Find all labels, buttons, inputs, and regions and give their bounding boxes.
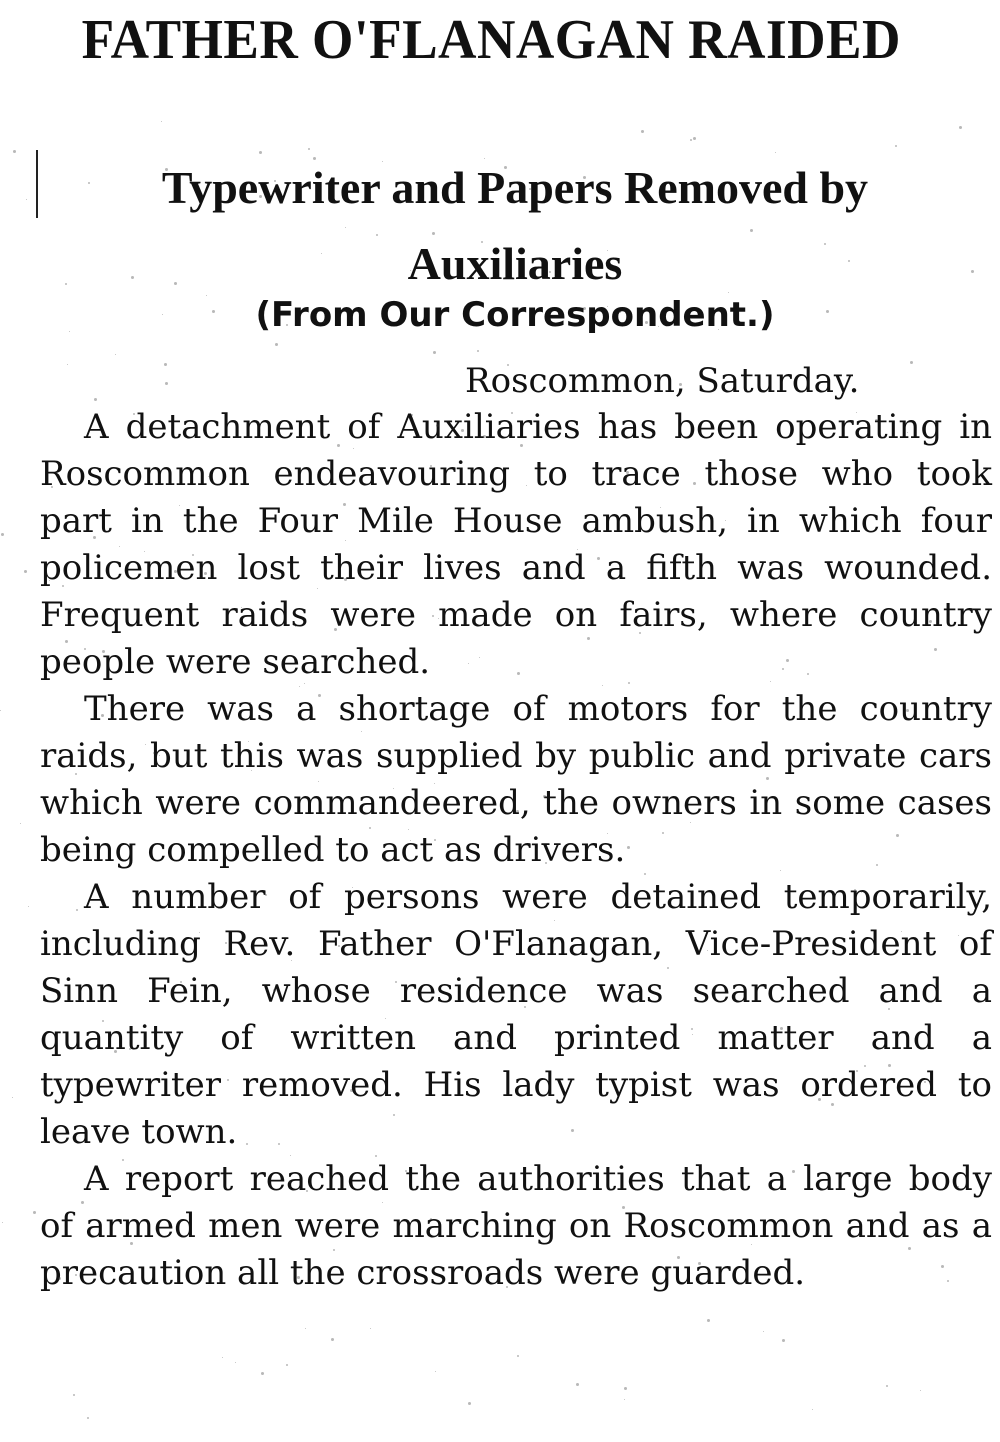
print-speck <box>713 1234 714 1235</box>
print-speck <box>393 788 394 789</box>
print-speck <box>204 572 207 575</box>
print-speck <box>75 773 77 775</box>
print-speck <box>607 306 608 307</box>
print-speck <box>162 314 163 315</box>
print-speck <box>222 1357 223 1358</box>
print-speck <box>159 755 160 756</box>
print-speck <box>129 1048 131 1050</box>
print-speck <box>901 931 902 932</box>
print-speck <box>115 354 116 355</box>
print-speck <box>411 414 413 416</box>
print-speck <box>775 152 776 153</box>
print-speck <box>165 382 168 385</box>
print-speck <box>436 424 439 427</box>
print-speck <box>770 681 771 682</box>
print-speck <box>344 578 347 581</box>
print-speck <box>543 795 546 798</box>
print-speck <box>658 326 659 327</box>
print-speck <box>602 685 603 686</box>
print-speck <box>227 1079 229 1081</box>
subheadline-line-1: Typewriter and Papers Removed by <box>161 162 869 213</box>
print-speck <box>369 827 371 829</box>
print-speck <box>526 485 527 486</box>
print-speck <box>225 942 227 944</box>
print-speck <box>385 1018 386 1019</box>
print-speck <box>780 870 781 871</box>
print-speck <box>907 432 908 433</box>
print-speck <box>58 1277 61 1280</box>
print-speck <box>102 650 105 653</box>
print-speck <box>286 324 288 326</box>
print-speck <box>484 158 485 159</box>
print-speck <box>824 243 826 245</box>
print-speck <box>487 1040 489 1042</box>
print-speck <box>313 157 316 160</box>
print-speck <box>524 1006 526 1008</box>
print-speck <box>265 894 267 896</box>
print-speck <box>297 1276 300 1279</box>
print-speck <box>447 844 450 847</box>
print-speck <box>144 551 145 552</box>
print-speck <box>517 1355 519 1357</box>
print-speck <box>306 1190 308 1192</box>
print-speck <box>376 234 378 236</box>
print-speck <box>153 752 155 754</box>
print-speck <box>628 682 630 684</box>
print-speck <box>506 1286 508 1288</box>
print-speck <box>786 659 789 662</box>
print-speck <box>337 444 340 447</box>
print-speck <box>597 557 600 560</box>
print-speck <box>318 694 321 697</box>
print-speck <box>780 1027 783 1030</box>
print-speck <box>693 137 696 140</box>
print-speck <box>119 546 120 547</box>
print-speck <box>782 668 784 670</box>
print-speck <box>1 533 4 536</box>
print-speck <box>941 1265 944 1268</box>
print-speck <box>430 1218 432 1220</box>
print-speck <box>318 781 319 782</box>
print-speck <box>76 909 78 911</box>
print-speck <box>81 1201 84 1204</box>
print-speck <box>133 413 135 415</box>
print-speck <box>660 507 661 508</box>
print-speck <box>235 1362 236 1363</box>
print-speck <box>395 981 397 983</box>
print-speck <box>516 810 519 813</box>
print-speck <box>345 227 346 228</box>
print-speck <box>861 892 862 893</box>
print-speck <box>65 640 68 643</box>
print-speck <box>192 554 194 556</box>
print-speck <box>33 1211 36 1214</box>
print-speck <box>644 873 646 875</box>
print-speck <box>477 720 478 721</box>
print-speck <box>576 1383 579 1386</box>
print-speck <box>363 511 365 513</box>
print-speck <box>545 862 547 864</box>
print-speck <box>627 846 630 849</box>
print-speck <box>641 374 643 376</box>
print-speck <box>208 476 209 477</box>
print-speck <box>896 834 899 837</box>
print-speck <box>274 180 276 182</box>
print-speck <box>308 148 310 150</box>
print-speck <box>370 1328 371 1329</box>
print-speck <box>587 637 590 640</box>
print-speck <box>270 759 271 760</box>
print-speck <box>607 833 608 834</box>
print-speck <box>583 176 586 179</box>
print-speck <box>924 1081 926 1083</box>
print-speck <box>725 520 726 521</box>
print-speck <box>864 1065 866 1067</box>
print-speck <box>211 888 213 890</box>
print-speck <box>507 364 509 366</box>
print-speck <box>619 311 621 313</box>
print-speck <box>432 615 434 617</box>
print-speck <box>67 364 68 365</box>
paragraph-3: A number of persons were detained temporarily, including Rev. Father O'Flanagan, Vice-President of Sinn Fein, whose residence was searched and a quantity of written and printed matter and a typewriter removed. His lady typist was ordered to leave town. <box>40 877 992 1152</box>
print-speck <box>910 361 913 364</box>
print-speck <box>848 260 850 262</box>
print-speck <box>382 1202 383 1203</box>
print-speck <box>261 1372 264 1375</box>
print-speck <box>286 1364 288 1366</box>
print-speck <box>792 1170 795 1173</box>
print-speck <box>504 166 507 169</box>
print-speck <box>432 232 435 235</box>
print-speck <box>93 536 96 539</box>
print-speck <box>888 1008 890 1010</box>
print-speck <box>854 889 856 891</box>
print-speck <box>690 822 691 823</box>
print-speck <box>101 714 104 717</box>
print-speck <box>305 1328 306 1329</box>
print-speck <box>2 1222 3 1223</box>
print-speck <box>763 1331 764 1332</box>
print-speck <box>750 229 753 232</box>
print-speck <box>881 987 882 988</box>
print-speck <box>577 549 578 550</box>
print-speck <box>438 618 439 619</box>
print-speck <box>607 250 608 251</box>
print-speck <box>26 199 27 200</box>
print-speck <box>959 126 962 129</box>
print-speck <box>517 672 520 675</box>
print-speck <box>807 673 809 675</box>
print-speck <box>75 1274 77 1276</box>
print-speck <box>856 1070 858 1072</box>
print-speck <box>94 398 97 401</box>
print-speck <box>483 435 486 438</box>
print-speck <box>692 1034 693 1035</box>
print-speck <box>800 996 801 997</box>
subheadline-line-2: Auxiliaries <box>407 238 623 289</box>
print-speck <box>164 363 167 366</box>
print-speck <box>130 1242 133 1245</box>
print-speck <box>290 1155 291 1156</box>
print-speck <box>295 626 296 627</box>
headline: FATHER O'FLANAGAN RAIDED <box>81 9 901 71</box>
print-speck <box>831 1103 834 1106</box>
print-speck <box>174 570 177 573</box>
print-speck <box>353 448 354 449</box>
print-speck <box>852 421 854 423</box>
print-speck <box>180 981 182 983</box>
print-speck <box>906 709 909 712</box>
print-speck <box>667 967 669 969</box>
print-speck <box>751 1244 752 1245</box>
print-speck <box>179 1220 181 1222</box>
print-speck <box>691 1028 693 1030</box>
print-speck <box>529 188 531 190</box>
print-speck <box>73 1394 75 1396</box>
print-speck <box>920 1390 921 1391</box>
print-speck <box>352 887 353 888</box>
print-speck <box>28 906 29 907</box>
print-speck <box>888 1064 891 1067</box>
print-speck <box>856 412 857 413</box>
print-speck <box>345 540 346 541</box>
print-speck <box>639 632 641 634</box>
print-speck <box>87 1417 89 1419</box>
article-body <box>40 404 992 1297</box>
print-speck <box>51 486 53 488</box>
print-speck <box>690 139 692 141</box>
print-speck <box>289 1181 291 1183</box>
print-speck <box>645 321 648 324</box>
print-speck <box>20 823 21 824</box>
print-speck <box>249 702 251 704</box>
print-speck <box>547 1187 550 1190</box>
print-speck <box>717 480 718 481</box>
print-speck <box>13 150 16 153</box>
print-speck <box>481 241 483 243</box>
print-speck <box>237 803 238 804</box>
print-speck <box>259 151 262 154</box>
print-speck <box>145 744 146 745</box>
print-speck <box>275 343 278 346</box>
print-speck <box>520 444 523 447</box>
column-rule <box>36 150 38 218</box>
print-speck <box>246 1143 248 1145</box>
print-speck <box>433 351 436 354</box>
print-speck <box>934 648 937 651</box>
print-speck <box>707 1319 710 1322</box>
print-speck <box>241 607 242 608</box>
print-speck <box>65 283 67 285</box>
print-speck <box>304 683 305 684</box>
print-speck <box>102 1020 104 1022</box>
print-speck <box>174 282 177 285</box>
print-speck <box>693 482 696 485</box>
print-speck <box>626 471 629 474</box>
print-speck <box>958 935 959 936</box>
print-speck <box>84 648 86 650</box>
print-speck <box>468 663 469 664</box>
print-speck <box>741 711 742 712</box>
print-speck <box>929 620 932 623</box>
print-speck <box>583 307 586 310</box>
print-speck <box>410 270 411 271</box>
paragraph-1: A detachment of Auxiliaries has been operating in Roscommon endeavouring to trace those who took part in the Four Mile House ambush, in which four policemen lost their lives and a fifth was wounded. Frequent raids were made on fairs, where country people were searched. <box>40 407 992 682</box>
print-speck <box>323 321 325 323</box>
print-speck <box>782 1339 785 1342</box>
print-speck <box>248 741 249 742</box>
print-speck <box>12 1097 13 1098</box>
print-speck <box>766 777 769 780</box>
print-speck <box>718 329 719 330</box>
print-speck <box>375 1155 377 1157</box>
print-speck <box>122 1159 124 1161</box>
print-speck <box>251 770 252 771</box>
print-speck <box>408 829 409 830</box>
print-speck <box>410 840 411 841</box>
print-speck <box>206 295 207 296</box>
print-speck <box>434 839 436 841</box>
subheadline <box>40 150 990 302</box>
print-speck <box>24 570 27 573</box>
print-speck <box>212 310 215 313</box>
byline-credit: (From Our Correspondent.) <box>255 295 775 335</box>
print-speck <box>728 292 729 293</box>
print-speck <box>886 1385 888 1387</box>
print-speck <box>707 950 708 951</box>
print-speck <box>818 1098 821 1101</box>
print-speck <box>826 310 829 313</box>
print-speck <box>434 783 435 784</box>
print-speck <box>199 932 200 933</box>
print-speck <box>875 419 878 422</box>
print-speck <box>624 1399 625 1400</box>
print-speck <box>468 1402 471 1405</box>
print-speck <box>317 588 318 589</box>
print-speck <box>350 1089 353 1092</box>
print-speck <box>343 503 346 506</box>
print-speck <box>114 1050 117 1053</box>
print-speck <box>554 920 555 921</box>
print-speck <box>405 1170 407 1172</box>
print-speck <box>549 271 551 273</box>
print-speck <box>131 276 134 279</box>
print-speck <box>88 182 90 184</box>
print-speck <box>179 505 180 506</box>
print-speck <box>641 130 644 133</box>
print-speck <box>69 331 70 332</box>
print-speck <box>908 1247 911 1250</box>
print-speck <box>165 168 168 171</box>
print-speck <box>947 1280 949 1282</box>
print-speck <box>338 945 340 947</box>
dateline: Roscommon, Saturday. <box>465 361 860 401</box>
print-speck <box>756 1084 759 1087</box>
print-speck <box>461 429 464 432</box>
print-speck <box>334 628 337 631</box>
print-speck <box>0 710 1 711</box>
print-speck <box>477 350 479 352</box>
print-speck <box>812 1409 813 1410</box>
paragraph-2: There was a shortage of motors for the country raids, but this was supplied by public and private cars which were commandeered, the owners in some cases being compelled to act as drivers. <box>40 689 992 870</box>
print-speck <box>299 686 300 687</box>
print-speck <box>278 1143 280 1145</box>
print-speck <box>509 432 510 433</box>
print-speck <box>710 478 712 480</box>
paragraph-4: A report reached the authorities that a large body of armed men were marching on Roscommon and as a precaution all the crossroads were guarded. <box>40 1159 992 1293</box>
print-speck <box>662 832 664 834</box>
print-speck <box>331 1338 334 1341</box>
print-speck <box>479 657 480 658</box>
print-speck <box>430 465 432 467</box>
print-speck <box>957 1186 959 1188</box>
print-speck <box>435 1371 436 1372</box>
print-speck <box>971 270 974 273</box>
print-speck <box>62 585 64 587</box>
print-speck <box>895 145 897 147</box>
print-speck <box>679 383 682 386</box>
print-speck <box>333 1249 335 1251</box>
print-speck <box>161 121 162 122</box>
print-speck <box>511 412 513 414</box>
print-speck <box>677 1256 680 1259</box>
print-speck <box>382 161 383 162</box>
print-speck <box>622 1206 625 1209</box>
print-speck <box>259 195 262 198</box>
print-speck <box>49 580 50 581</box>
print-speck <box>321 253 322 254</box>
print-speck <box>361 731 362 732</box>
print-speck <box>698 1262 701 1265</box>
print-speck <box>291 960 292 961</box>
print-speck <box>273 989 276 992</box>
print-speck <box>624 1387 627 1390</box>
print-speck <box>876 864 878 866</box>
print-speck <box>393 1114 395 1116</box>
print-speck <box>603 202 604 203</box>
print-speck <box>571 1129 574 1132</box>
